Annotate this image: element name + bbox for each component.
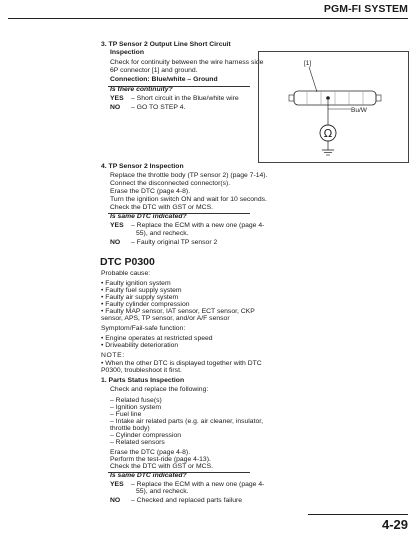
cause-item: • Faulty MAP sensor, IAT sensor, ECT sensor, CKP	[101, 308, 255, 315]
step4-line: Check the DTC with GST or MCS.	[110, 204, 213, 211]
cause-item: • Faulty ignition system	[101, 280, 171, 287]
step4-line: Erase the DTC (page 4-8).	[110, 188, 191, 195]
note-text: P0300, troubleshoot it first.	[101, 367, 182, 374]
no-label: NO	[110, 239, 121, 246]
check-item: – Related sensors	[110, 439, 165, 446]
step3-body: Check for continuity between the wire harness side	[110, 59, 264, 66]
check-item: – Related fuse(s)	[110, 397, 162, 404]
step1-question: Is same DTC indicated?	[110, 472, 187, 479]
yes-text: 55), and recheck.	[136, 230, 189, 237]
no-label: NO	[110, 104, 121, 111]
no-text: – Faulty original TP sensor 2	[131, 239, 218, 246]
check-item: – Intake air related parts (e.g. air cleaner, insulator,	[110, 418, 264, 425]
callout-label: [1]	[304, 60, 312, 67]
cause-item: • Faulty air supply system	[101, 294, 179, 301]
step4-line: Connect the disconnected connector(s).	[110, 180, 231, 187]
step4-question: Is same DTC indicated?	[110, 213, 187, 220]
no-text: – Checked and replaced parts failure	[131, 497, 243, 504]
cause-item: sensor, APS, TP sensor, and/or A/F sensor	[101, 315, 230, 322]
footer-rule	[308, 514, 408, 515]
wire-color-label: Bu/W	[351, 107, 367, 114]
page-number: 4-29	[381, 517, 408, 532]
yes-text: 55), and recheck.	[136, 488, 189, 495]
yes-text: – Replace the ECM with a new one (page 4-	[131, 481, 265, 488]
step4-line: Turn the ignition switch ON and wait for 10 seconds.	[110, 196, 267, 203]
yes-text: – Short circuit in the Blue/white wire	[131, 95, 239, 102]
check-item: – Fuel line	[110, 411, 142, 418]
connector-diagram	[258, 51, 409, 163]
step4-title: 4. TP Sensor 2 Inspection	[101, 163, 184, 170]
check-item: – Ignition system	[110, 404, 161, 411]
note-text: • When the other DTC is displayed together with DTC	[101, 360, 262, 367]
ohm-symbol: Ω	[323, 127, 333, 140]
step1-title: 1. Parts Status Inspection	[101, 377, 185, 384]
symptom-item: • Driveability deterioration	[101, 342, 179, 349]
step3-connection: Connection: Blue/white – Ground	[110, 76, 218, 83]
step4-line: Replace the throttle body (TP sensor 2) (page 7-14).	[110, 172, 268, 179]
step3-title: 3. TP Sensor 2 Output Line Short Circuit	[101, 41, 231, 48]
note-label: NOTE:	[101, 352, 125, 359]
yes-label: YES	[110, 481, 124, 488]
check-item: throttle body)	[110, 425, 150, 432]
step1-line: Perform the test-ride (page 4-13).	[110, 456, 211, 463]
check-item: – Cylinder compression	[110, 432, 182, 439]
yes-text: – Replace the ECM with a new one (page 4-	[131, 222, 265, 229]
section-title: PGM-FI SYSTEM	[323, 3, 408, 15]
terminal-pin	[326, 96, 330, 100]
step3-question: Is there continuity?	[110, 86, 173, 93]
probable-cause-label: Probable cause:	[101, 270, 151, 277]
step1-intro: Check and replace the following:	[110, 386, 209, 393]
step1-line: Erase the DTC (page 4-8).	[110, 449, 191, 456]
yes-label: YES	[110, 222, 124, 229]
step1-line: Check the DTC with GST or MCS.	[110, 463, 213, 470]
header-rule	[8, 18, 408, 19]
step3-title-cont: Inspection	[110, 49, 144, 56]
connector-diagram-svg	[259, 52, 410, 164]
cause-item: • Faulty cylinder compression	[101, 301, 190, 308]
symptom-item: • Engine operates at restricted speed	[101, 335, 213, 342]
failsafe-label: Symptom/Fail-safe function:	[101, 325, 186, 332]
no-label: NO	[110, 497, 121, 504]
no-text: – GO TO STEP 4.	[131, 104, 186, 111]
dtc-heading: DTC P0300	[100, 256, 155, 268]
step3-body: 6P connector [1] and ground.	[110, 67, 198, 74]
cause-item: • Faulty fuel supply system	[101, 287, 182, 294]
yes-label: YES	[110, 95, 124, 102]
